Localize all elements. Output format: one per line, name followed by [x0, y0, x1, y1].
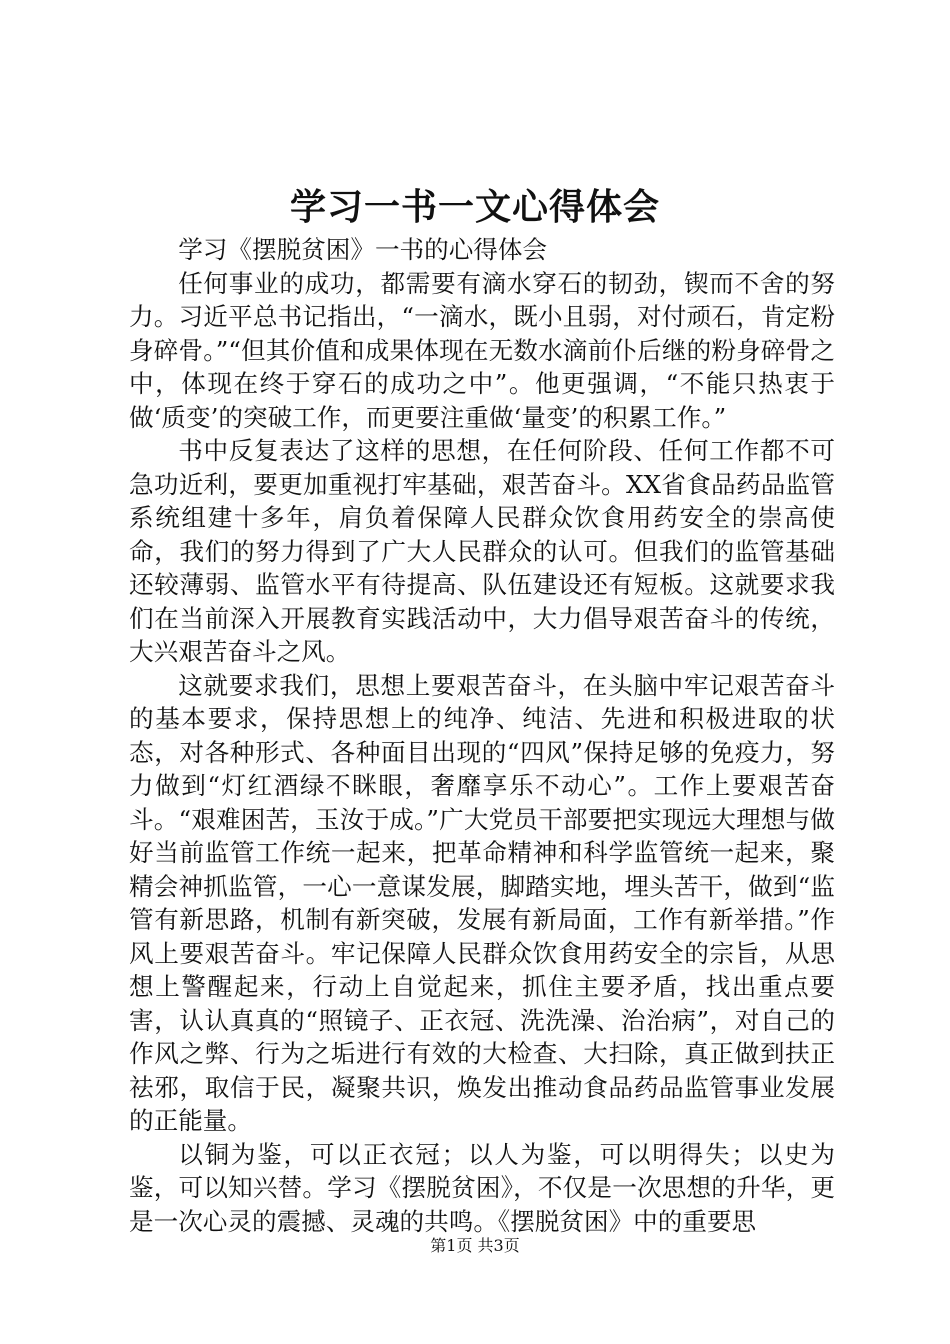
- page-number-footer: 第1页 共3页: [430, 1236, 520, 1255]
- paragraph: 这就要求我们，思想上要艰苦奋斗，在头脑中牢记艰苦奋斗的基本要求，保持思想上的纯净、纯洁、先进和积极进取的状态，对各种形式、各种面目出现的“四风”保持足够的免疫力，努力做到“灯红酒绿不眯眼，奢靡享乐不动心”。工作上要艰苦奋斗。“艰难困苦，玉汝于成。”广大党员干部要把实现远大理想与做好当前监管工作统一起来，把革命精神和科学监管统一起来，聚精会神抓监管，一心一意谋发展，脚踏实地，埋头苦干，做到“监管有新思路，机制有新突破，发展有新局面，工作有新举措。”作风上要艰苦奋斗。牢记保障人民群众饮食用药安全的宗旨，从思想上警醒起来，行动上自觉起来，抓住主要矛盾，找出重点要害，认认真真的“照镜子、正衣冠、洗洗澡、治治病”，对自己的作风之弊、行为之垢进行有效的大检查、大扫除，真正做到扶正祛邪，取信于民，凝聚共识，焕发出推动食品药品监管事业发展的正能量。: [129, 670, 835, 1135]
- paragraph-subtitle: 学习《摆脱贫困》一书的心得体会: [178, 235, 548, 264]
- paragraph: 任何事业的成功，都需要有滴水穿石的韧劲，锲而不舍的努力。习近平总书记指出，“一滴水，既小且弱，对付顽石，肯定粉身碎骨。”“但其价值和成果体现在无数水滴前仆后继的粉身碎骨之中，体现在终于穿石的成功之中”。他更强调，“不能只热衷于做‘质变’的突破工作，而更要注重做‘量变’的积累工作。”: [129, 268, 835, 432]
- paragraph: 书中反复表达了这样的思想，在任何阶段、任何工作都不可急功近利，要更加重视打牢基础，艰苦奋斗。XX省食品药品监管系统组建十多年，肩负着保障人民群众饮食用药安全的崇高使命，我们的努力得到了广大人民群众的认可。但我们的监管基础还较薄弱、监管水平有待提高、队伍建设还有短板。这就要求我们在当前深入开展教育实践活动中，大力倡导艰苦奋斗的传统，大兴艰苦奋斗之风。: [129, 436, 835, 666]
- paragraph: 以铜为鉴，可以正衣冠；以人为鉴，可以明得失；以史为鉴，可以知兴替。学习《摆脱贫困》，不仅是一次思想的升华，更是一次心灵的震撼、灵魂的共鸣。《摆脱贫困》中的重要思: [129, 1139, 835, 1236]
- document-title: 学习一书一文心得体会: [289, 187, 660, 228]
- document-body: [129, 233, 835, 1238]
